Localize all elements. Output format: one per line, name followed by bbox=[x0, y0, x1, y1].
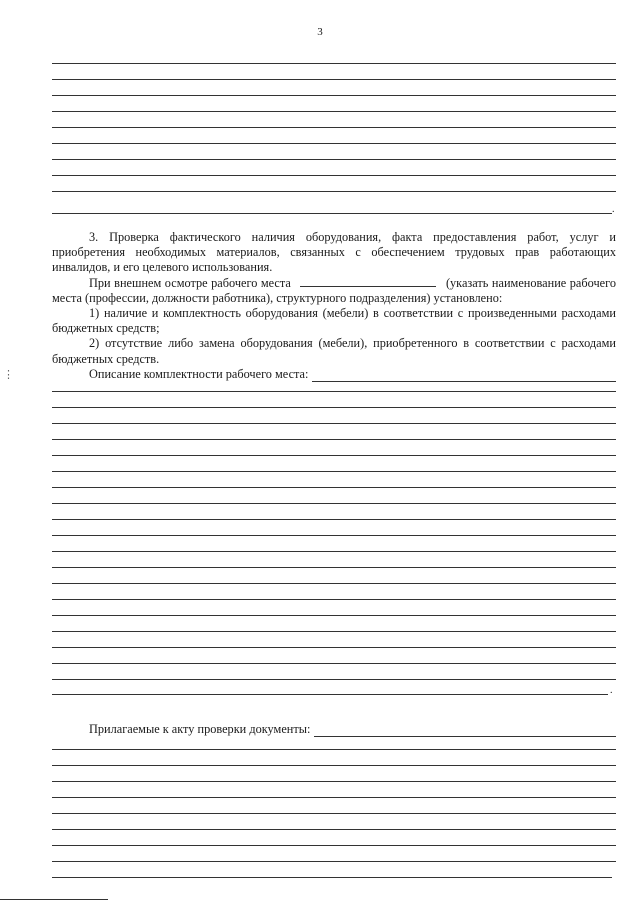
page-number: 3 bbox=[317, 26, 323, 38]
line-end-period: . bbox=[612, 204, 615, 215]
blank-line bbox=[52, 663, 616, 664]
attachments-field[interactable] bbox=[314, 726, 616, 737]
blank-line bbox=[52, 503, 616, 504]
line-end-period: . bbox=[610, 685, 613, 696]
inspection-text-before: При внешнем осмотре рабочего места bbox=[89, 275, 291, 290]
description-label: Описание комплектности рабочего места: bbox=[89, 366, 309, 381]
blank-line bbox=[52, 175, 616, 176]
attachments-section bbox=[52, 722, 616, 737]
footnote-separator bbox=[0, 899, 108, 900]
item-2: 2) отсутствие либо замена оборудования (мебели), приобретенного в соответствии с расходами бюджетных средств. bbox=[52, 336, 616, 366]
inspection-paragraph bbox=[52, 276, 616, 306]
blank-line bbox=[52, 583, 616, 584]
blank-line bbox=[52, 765, 616, 766]
blank-line bbox=[52, 391, 616, 392]
blank-line bbox=[52, 647, 616, 648]
scan-edge-mark: ⋮ bbox=[3, 369, 14, 381]
inspection-text-after: (указать наименование рабочего места (профессии, должности работника), структурного подразделения) установлено: bbox=[52, 275, 616, 305]
blank-line bbox=[52, 127, 616, 128]
blank-line bbox=[52, 749, 616, 750]
description-row bbox=[52, 367, 616, 382]
blank-line bbox=[52, 679, 616, 680]
blank-line bbox=[52, 845, 616, 846]
blank-line bbox=[52, 111, 616, 112]
blank-line bbox=[52, 63, 616, 64]
blank-line bbox=[52, 423, 616, 424]
blank-line bbox=[52, 797, 616, 798]
blank-line bbox=[52, 519, 616, 520]
blank-line bbox=[52, 599, 616, 600]
blank-line bbox=[52, 631, 616, 632]
blank-line bbox=[52, 471, 616, 472]
blank-line bbox=[52, 455, 616, 456]
blank-line bbox=[52, 159, 616, 160]
blank-line bbox=[52, 535, 616, 536]
blank-line bbox=[52, 191, 616, 192]
section-3-paragraph: 3. Проверка фактического наличия оборудования, факта предоставления работ, услуг и приобретения необходимых материалов, связанных с обеспечением трудовых прав работающих инвалидов, и его целевого использования. bbox=[52, 230, 616, 275]
blank-line bbox=[52, 861, 616, 862]
attachments-row bbox=[52, 722, 616, 737]
blank-line bbox=[52, 143, 616, 144]
blank-line bbox=[52, 829, 616, 830]
blank-line bbox=[52, 551, 616, 552]
blank-line bbox=[52, 79, 616, 80]
blank-line bbox=[52, 567, 616, 568]
blank-line bbox=[52, 487, 616, 488]
blank-line bbox=[52, 407, 616, 408]
blank-line bbox=[52, 877, 612, 878]
blank-line bbox=[52, 781, 616, 782]
blank-line bbox=[52, 95, 616, 96]
description-field[interactable] bbox=[312, 371, 616, 382]
attachments-label: Прилагаемые к акту проверки документы: bbox=[89, 722, 311, 736]
blank-line bbox=[52, 439, 616, 440]
blank-line bbox=[52, 694, 608, 695]
blank-line bbox=[52, 813, 616, 814]
blank-line bbox=[52, 213, 612, 214]
item-1: 1) наличие и комплектность оборудования (мебели) в соответствии с произведенными расходами бюджетных средств; bbox=[52, 306, 616, 336]
blank-line bbox=[52, 615, 616, 616]
section-3 bbox=[52, 230, 616, 382]
workplace-name-field[interactable] bbox=[300, 276, 436, 287]
